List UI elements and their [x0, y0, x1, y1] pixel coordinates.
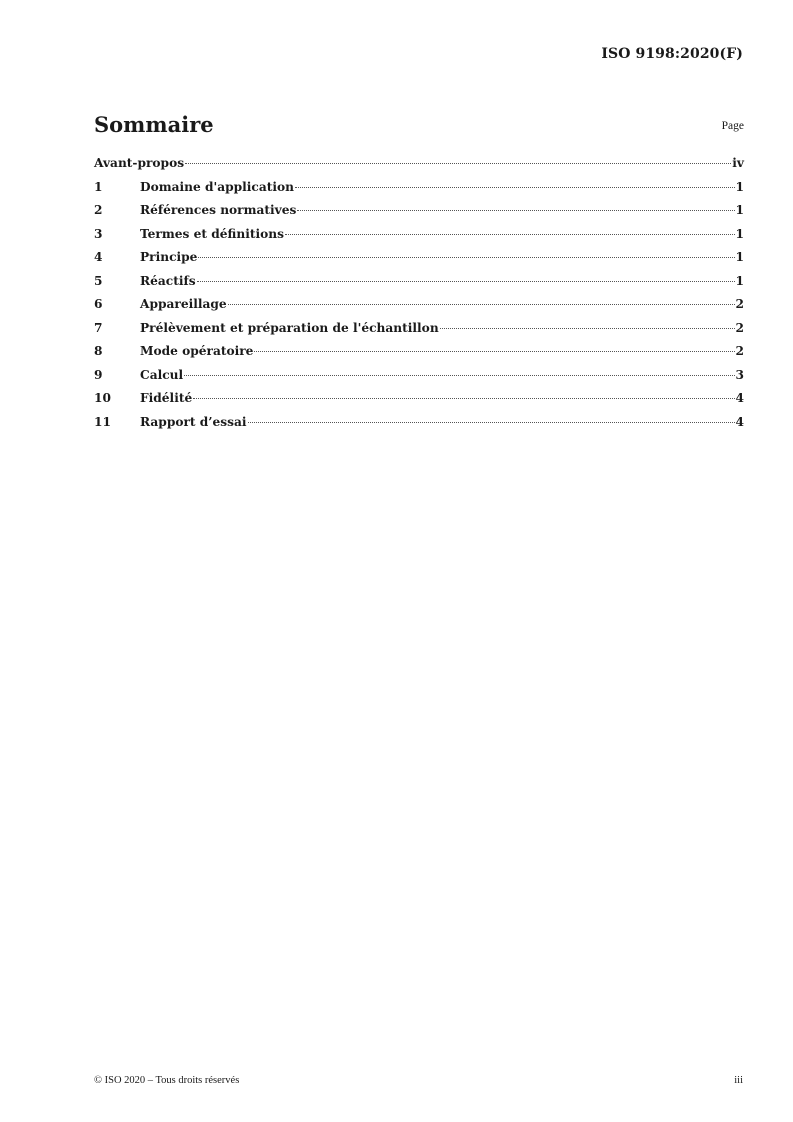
toc-entry-number: 10 [94, 391, 111, 405]
dot-leader [184, 375, 734, 376]
toc-entry-number: 8 [94, 344, 103, 358]
toc-entry-page: 3 [735, 367, 744, 382]
toc-entry-title: Rapport d’essai [140, 414, 247, 429]
toc-entry-2[interactable] [94, 202, 744, 226]
toc-title: Sommaire [94, 112, 214, 137]
toc-entry-title: Avant-propos [94, 156, 185, 170]
toc-entry-title: Références normatives [140, 203, 297, 217]
dot-leader [295, 187, 735, 188]
toc-entry-number: 5 [94, 273, 103, 288]
toc-entry-3[interactable] [94, 226, 744, 250]
toc-entry-number: 6 [94, 297, 103, 311]
toc-entry-number: 7 [94, 320, 103, 335]
toc-entry-title: Domaine d'application [140, 179, 294, 194]
toc-header [94, 112, 744, 142]
dot-leader [228, 304, 735, 305]
toc-entry-number: 9 [94, 367, 103, 382]
toc-entry-page: 2 [735, 344, 744, 358]
toc-entry-page: 1 [735, 179, 744, 194]
toc-entry-number: 2 [94, 203, 103, 217]
toc-entry-foreword[interactable] [94, 155, 744, 179]
toc-entry-6[interactable] [94, 296, 744, 320]
toc-entry-title: Prélèvement et préparation de l'échantillon [140, 320, 439, 335]
toc-entry-title: Calcul [140, 367, 184, 382]
dot-leader [193, 398, 734, 399]
dot-leader [285, 234, 735, 235]
toc-entry-page: 1 [735, 226, 744, 241]
dot-leader [185, 163, 731, 164]
toc-entry-title: Appareillage [140, 297, 227, 311]
document-id: ISO 9198:2020(F) [601, 46, 743, 62]
toc-entry-number: 3 [94, 226, 103, 241]
footer-copyright: © ISO 2020 – Tous droits réservés [94, 1075, 240, 1086]
toc-entry-page: 2 [735, 320, 744, 335]
toc-entry-page: 1 [735, 203, 744, 217]
toc-page-column-label: Page [721, 120, 744, 132]
dot-leader [297, 210, 734, 211]
toc-entry-page: 1 [735, 250, 744, 264]
toc-entry-10[interactable] [94, 390, 744, 414]
toc-entry-page: 1 [735, 273, 744, 288]
footer-page-number: iii [734, 1075, 743, 1086]
toc-entry-page: 4 [735, 414, 744, 429]
table-of-contents [94, 155, 744, 437]
toc-entry-title: Principe [140, 250, 198, 264]
toc-entry-11[interactable] [94, 414, 744, 438]
dot-leader [197, 281, 735, 282]
toc-entry-number: 11 [94, 414, 111, 429]
toc-entry-4[interactable] [94, 249, 744, 273]
toc-entry-7[interactable] [94, 320, 744, 344]
toc-entry-page: 2 [735, 297, 744, 311]
dot-leader [440, 328, 735, 329]
toc-entry-5[interactable] [94, 273, 744, 297]
toc-entry-title: Réactifs [140, 273, 196, 288]
dot-leader [254, 351, 734, 352]
toc-entry-title: Fidélité [140, 391, 193, 405]
toc-entry-page: 4 [735, 391, 744, 405]
toc-entry-number: 4 [94, 250, 103, 264]
toc-entry-number: 1 [94, 179, 103, 194]
toc-entry-page: iv [732, 156, 744, 170]
dot-leader [248, 422, 735, 423]
dot-leader [198, 257, 734, 258]
toc-entry-title: Mode opératoire [140, 344, 254, 358]
toc-entry-title: Termes et définitions [140, 226, 284, 241]
toc-entry-9[interactable] [94, 367, 744, 391]
toc-entry-8[interactable] [94, 343, 744, 367]
toc-entry-1[interactable] [94, 179, 744, 203]
